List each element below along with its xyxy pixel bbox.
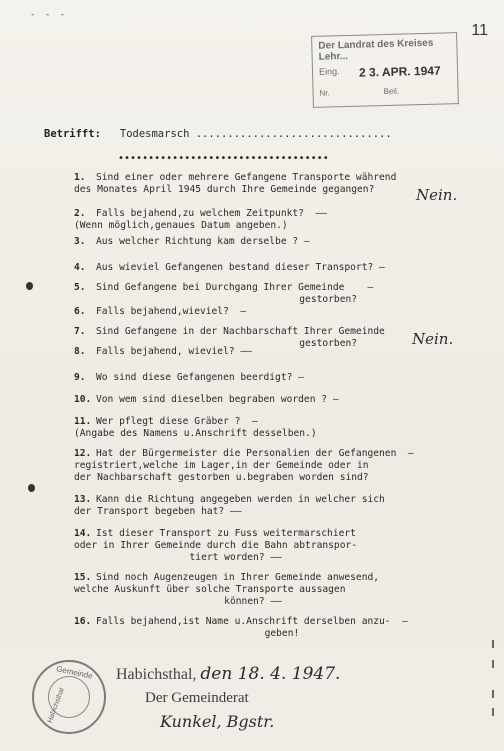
margin-tick: [492, 660, 494, 668]
question-2: 2. Falls bejahend,zu welchem Zeitpunkt? —— (Wenn möglich,genaues Datum angeben.): [74, 208, 328, 231]
handwritten-date: den 18. 4. 1947.: [200, 664, 341, 684]
margin-tick: [492, 708, 494, 716]
margin-tick: [492, 640, 494, 648]
question-5: 5. Sind Gefangene bei Durchgang Ihrer Gemeinde — gestorben?: [74, 282, 374, 305]
punch-hole-mark: [28, 484, 35, 492]
question-14: 14. Ist dieser Transport zu Fuss weitermarschiert oder in Ihrer Gemeinde durch die Bahn abtranspor- tiert worden? ——: [74, 528, 358, 563]
seal-text-top: Gemeinde: [55, 664, 94, 681]
stamp-header: Der Landrat des Kreises Lehr...: [318, 37, 434, 63]
handwritten-answer-7: Nein.: [412, 330, 454, 348]
question-11: 11. Wer pflegt diese Gräber ? — (Angabe des Namens u.Anschrift desselben.): [74, 416, 317, 439]
handwritten-answer-1: Nein.: [416, 186, 458, 204]
question-4: 4. Aus wieviel Gefangenen bestand dieser Transport? —: [74, 262, 385, 273]
question-16: 16. Falls bejahend,ist Name u.Anschrift derselben anzu- — geben!: [74, 616, 408, 639]
place: Habichsthal,: [116, 666, 201, 683]
punch-hole-mark: [26, 282, 33, 290]
stamp-date: 2 3. APR. 1947: [358, 63, 441, 80]
top-mark: - - -: [30, 10, 68, 20]
question-13: 13. Kann die Richtung angegeben werden in welcher sich der Transport begeben hat? ——: [74, 494, 385, 517]
place-and-date: [116, 664, 340, 684]
stamp-eing-label: Eing.: [318, 66, 340, 77]
question-10: 10. Von wem sind dieselben begraben worden ? —: [74, 394, 339, 405]
handwritten-signature: Kunkel, Bgstr.: [160, 712, 275, 731]
municipal-seal: [32, 660, 106, 734]
question-6: 6. Falls bejahend,wieviel? —: [74, 306, 247, 317]
title-text: Todesmarsch ...............................: [119, 128, 392, 140]
title-dotted-line: •••••••••••••••••••••••••••••••••••: [118, 153, 329, 164]
seal-text-side: Habichsthal: [46, 687, 66, 724]
margin-tick: [492, 690, 494, 698]
question-9: 9. Wo sind diese Gefangenen beerdigt? —: [74, 372, 304, 383]
stamp-beil: Beil.: [383, 86, 400, 97]
question-12: 12. Hat der Bürgermeister die Personalien der Gefangenen — registriert,welche im Lager,in der Gemeinde oder in der Nachbarschaft gestorben u.begraben worden sind?: [74, 448, 414, 483]
question-7: 7. Sind Gefangene in der Nachbarschaft Ihrer Gemeinde gestorben?: [74, 326, 385, 349]
received-stamp: [311, 32, 459, 108]
council-title: Der Gemeinderat: [145, 690, 249, 706]
question-3: 3. Aus welcher Richtung kam derselbe ? —: [74, 236, 310, 247]
stamp-nr: Nr.: [319, 88, 330, 98]
question-15: 15. Sind noch Augenzeugen in Ihrer Gemeinde anwesend, welche Auskunft über solche Transporte aussagen können? ——: [74, 572, 380, 607]
question-8: 8. Falls bejahend, wieviel? ——: [74, 346, 252, 357]
document-title: [44, 128, 392, 140]
title-prefix: Betrifft:: [44, 128, 101, 140]
page-number: 11: [471, 22, 488, 39]
question-1: 1. Sind einer oder mehrere Gefangene Transporte während des Monates April 1945 durch Ihre Gemeinde gegangen?: [74, 172, 397, 195]
